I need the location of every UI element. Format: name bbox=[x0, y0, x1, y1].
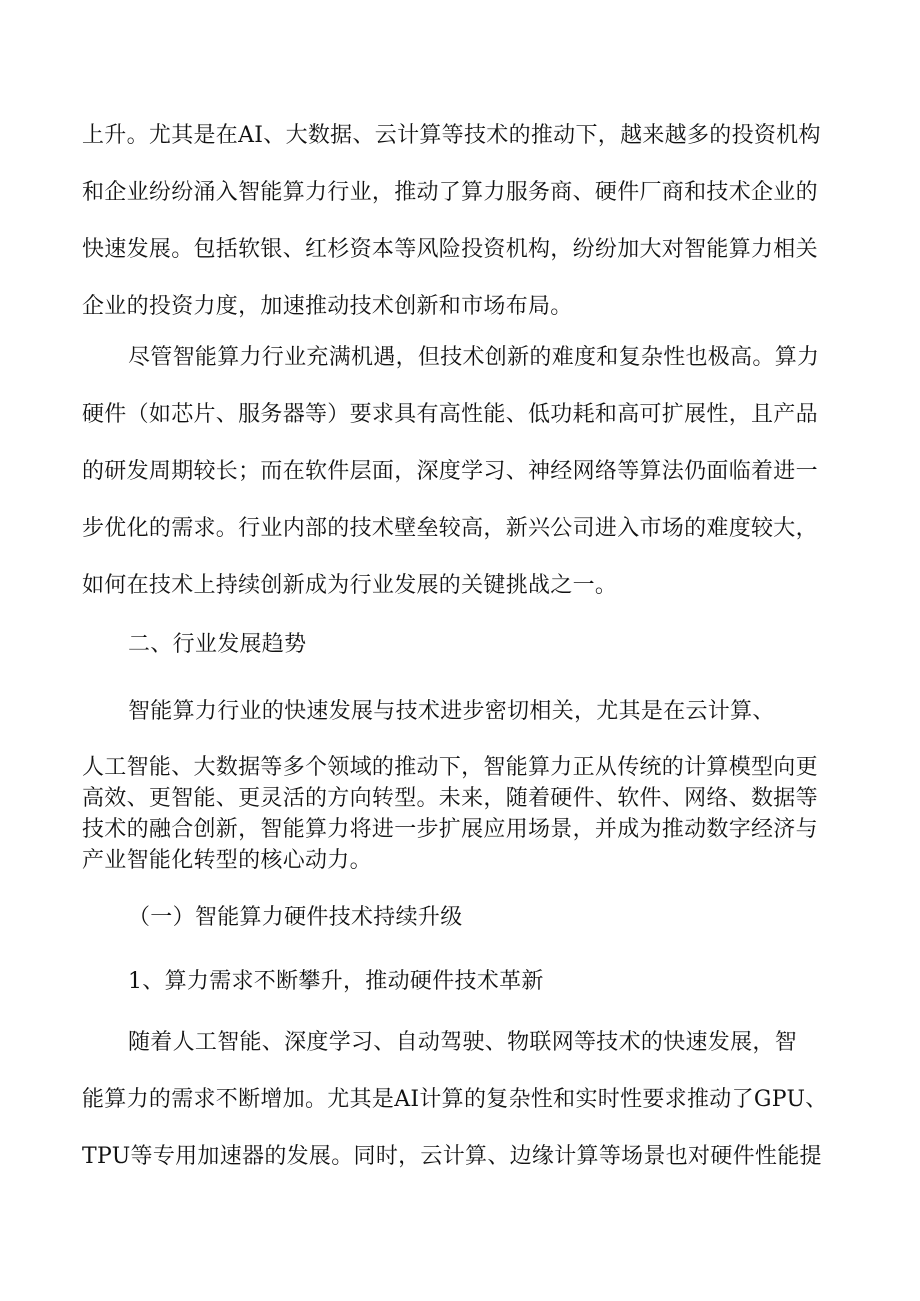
text-line: 高效、更智能、更灵活的方向转型。未来，随着硬件、软件、网络、数据等 bbox=[82, 786, 818, 811]
paragraph-challenges bbox=[82, 340, 842, 625]
text-line: 上升。尤其是在AI、大数据、云计算等技术的推动下，越来越多的投资机构 bbox=[82, 123, 821, 148]
text-line: 技术的融合创新，智能算力将进一步扩展应用场景，并成为推动数字经济与 bbox=[82, 817, 818, 842]
paragraph-investment bbox=[82, 118, 842, 346]
text-line: 尽管智能算力行业充满机遇，但技术创新的难度和复杂性也极高。算力 bbox=[128, 345, 820, 370]
paragraph-demand bbox=[82, 1025, 842, 1196]
paragraph-trends-first-line: 智能算力行业的快速发展与技术进步密切相关，尤其是在云计算、 bbox=[128, 699, 775, 724]
subsection-heading: （一）智能算力硬件技术持续升级 bbox=[128, 905, 463, 930]
text-line: TPU等专用加速器的发展。同时，云计算、边缘计算等场景也对硬件性能提 bbox=[82, 1144, 822, 1169]
text-line: 如何在技术上持续创新成为行业发展的关键挑战之一。 bbox=[82, 573, 618, 598]
text-line: 和企业纷纷涌入智能算力行业，推动了算力服务商、硬件厂商和技术企业的 bbox=[82, 180, 818, 205]
text-line: 随着人工智能、深度学习、自动驾驶、物联网等技术的快速发展，智 bbox=[128, 1030, 798, 1055]
text-line: 步优化的需求。行业内部的技术壁垒较高，新兴公司进入市场的难度较大， bbox=[82, 516, 818, 541]
text-line: 人工智能、大数据等多个领域的推动下，智能算力正从传统的计算模型向更 bbox=[82, 755, 818, 780]
paragraph-trends bbox=[82, 750, 842, 874]
text-line: 的研发周期较长；而在软件层面，深度学习、神经网络等算法仍面临着进一 bbox=[82, 459, 818, 484]
text-line: 能算力的需求不断增加。尤其是AI计算的复杂性和实时性要求推动了GPU、 bbox=[82, 1087, 828, 1112]
text-line: 企业的投资力度，加速推动技术创新和市场布局。 bbox=[82, 294, 573, 319]
section-heading: 二、行业发展趋势 bbox=[128, 632, 307, 657]
text-line: 快速发展。包括软银、红杉资本等风险投资机构，纷纷加大对智能算力相关 bbox=[82, 237, 818, 262]
text-line: 产业智能化转型的核心动力。 bbox=[82, 848, 372, 873]
text-line: 硬件（如芯片、服务器等）要求具有高性能、低功耗和高可扩展性，且产品 bbox=[82, 402, 818, 427]
sub-item-heading: 1、算力需求不断攀升，推动硬件技术革新 bbox=[128, 969, 544, 994]
